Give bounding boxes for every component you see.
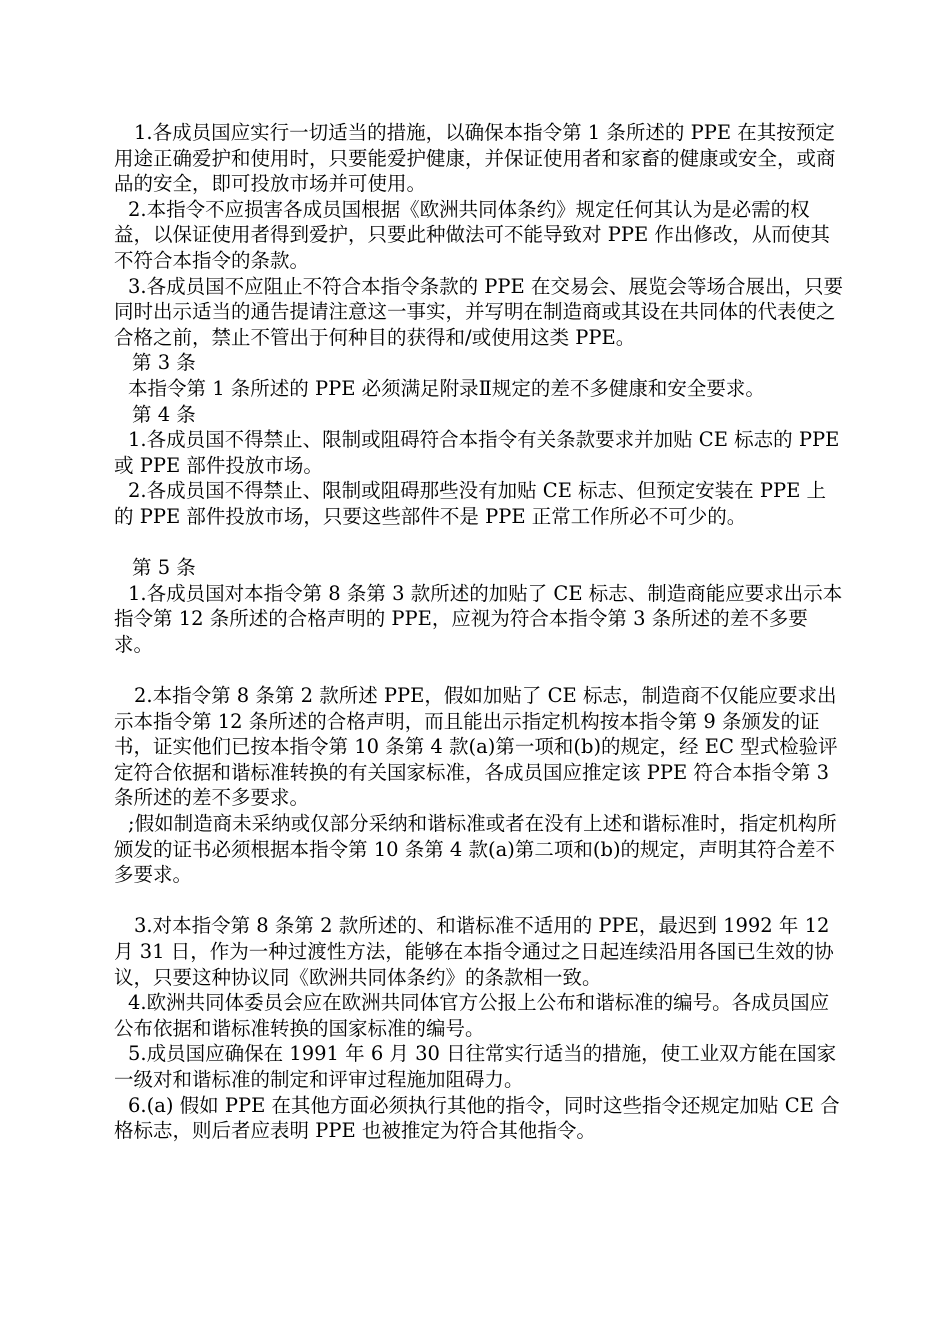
article-3-heading: 第 3 条 [132, 351, 196, 375]
paragraph-art5-2-cont: ;假如制造商未采纳或仅部分采纳和谐标准或者在没有上述和谐标准时，指定机构所颁发的证书必须根据本指令第 10 条第 4 款(a)第二项和(b)的规定，声明其符合差不多要求。 [114, 812, 837, 887]
article-4-heading: 第 4 条 [132, 402, 196, 426]
paragraph-art5-5: 5.成员国应确保在 1991 年 6 月 30 日往常实行适当的措施，使工业双方能在国家一级对和谐标准的制定和评审过程施加阻碍力。 [114, 1042, 837, 1091]
paragraph-art4-2: 2.各成员国不得禁止、限制或阻碍那些没有加贴 CE 标志、但预定安装在 PPE 上的 PPE 部件投放市场，只要这些部件不是 PPE 正常工作所必不可少的。 [114, 479, 827, 528]
blank-line [114, 530, 844, 556]
paragraph-art2-2: 2.本指令不应损害各成员国根据《欧洲共同体条约》规定任何其认为是必需的权益，以保证使用者得到爱护，只要此种做法可不能导致对 PPE 作出修改，从而使其不符合本指令的条款。 [114, 197, 830, 272]
document-body [114, 120, 844, 1144]
paragraph-art2-1: 1.各成员国应实行一切适当的措施，以确保本指令第 1 条所述的 PPE 在其按预定用途正确爱护和使用时，只要能爱护健康，并保证使用者和家畜的健康或安全，或商品的安全，即可投放市场并可使用。 [114, 121, 836, 196]
paragraph-art2-3: 3.各成员国不应阻止不符合本指令条款的 PPE 在交易会、展览会等场合展出，只要同时出示适当的通告提请注意这一事实，并写明在制造商或其设在共同体的代表使之合格之前，禁止不管出于何种目的获得和/或使用这类 PPE。 [114, 274, 843, 349]
paragraph-art5-1: 1.各成员国对本指令第 8 条第 3 款所述的加贴了 CE 标志、制造商能应要求出示本指令第 12 条所述的合格声明的 PPE，应视为符合本指令第 3 条所述的差不多要求。 [114, 581, 843, 656]
paragraph-art4-1: 1.各成员国不得禁止、限制或阻碍符合本指令有关条款要求并加贴 CE 标志的 PPE 或 PPE 部件投放市场。 [114, 428, 840, 477]
paragraph-art5-6a: 6.(a) 假如 PPE 在其他方面必须执行其他的指令，同时这些指令还规定加贴 CE 合格标志，则后者应表明 PPE 也被推定为符合其他指令。 [114, 1093, 840, 1143]
paragraph-art3: 本指令第 1 条所述的 PPE 必须满足附录Ⅱ规定的差不多健康和安全要求。 [128, 376, 765, 400]
blank-line [114, 888, 844, 914]
paragraph-art5-4: 4.欧洲共同体委员会应在欧洲共同体官方公报上公布和谐标准的编号。各成员国应公布依据和谐标准转换的国家标准的编号。 [114, 991, 830, 1040]
blank-line [114, 657, 844, 683]
paragraph-art5-3: 3.对本指令第 8 条第 2 款所述的、和谐标准不适用的 PPE，最迟到 1992 年 12 月 31 日，作为一种过渡性方法，能够在本指令通过之日起连续沿用各国已生效的协议，只要这种协议同《欧洲共同体条约》的条款相一致。 [114, 914, 834, 989]
paragraph-art5-2: 2.本指令第 8 条第 2 款所述 PPE，假如加贴了 CE 标志，制造商不仅能应要求出示本指令第 12 条所述的合格声明，而且能出示指定机构按本指令第 9 条颁发的证书，证实他们已按本指令第 10 条第 4 款(a)第一项和(b)的规定，经 EC 型式检验评定符合依据和谐标准转换的有关国家标准，各成员国应推定该 PPE 符合本指令第 3 条所述的差不多要求。 [114, 684, 838, 810]
article-5-heading: 第 5 条 [132, 556, 196, 580]
